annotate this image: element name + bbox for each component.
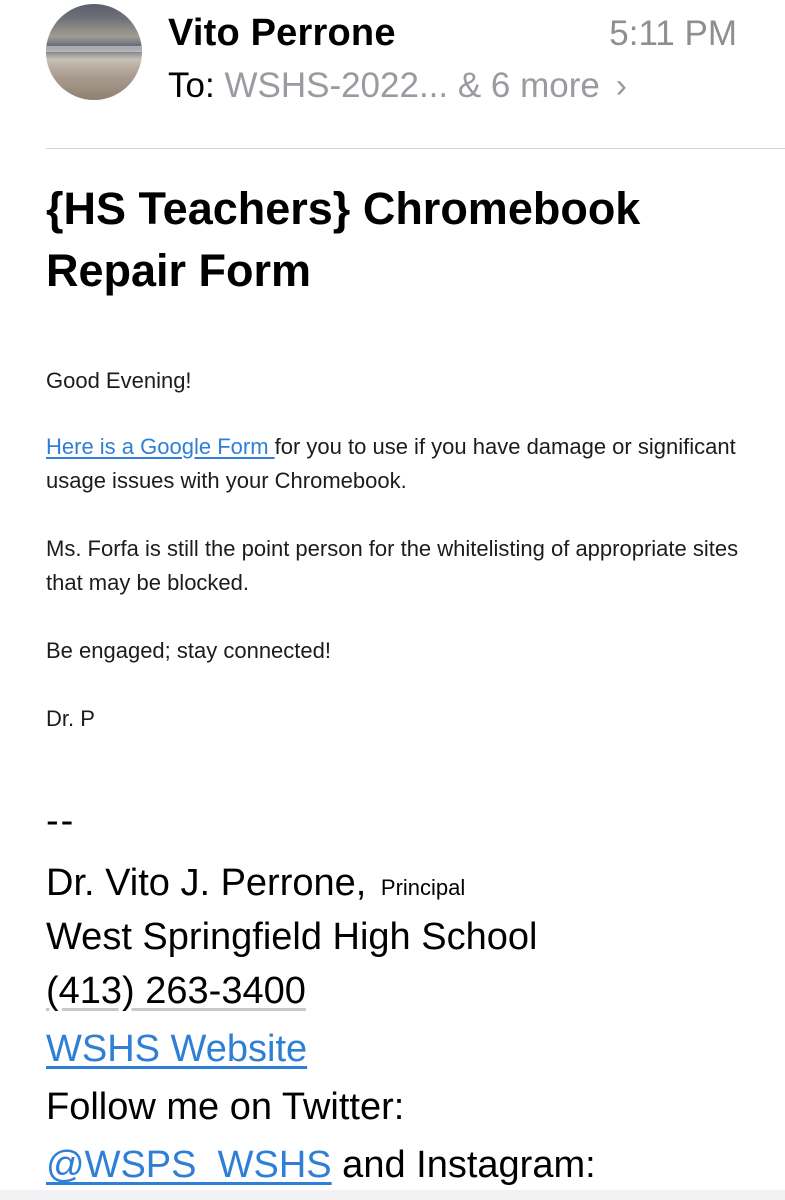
body-paragraph-form [46,430,766,498]
signature-social-line [46,1140,596,1190]
bottom-edge [0,1190,785,1200]
recipients-summary[interactable]: WSHS-2022... & 6 more [224,66,600,105]
to-label: To: [168,66,215,105]
body-paragraph-engaged: Be engaged; stay connected! [46,638,331,663]
email-header [0,0,785,148]
signature-phone[interactable]: (413) 263-3400 [46,970,306,1012]
google-form-link[interactable]: Here is a Google Form [46,434,275,459]
body-paragraph-whitelist: Ms. Forfa is still the point person for the whitelisting of appropriate sites that may be blocked. [46,536,739,595]
signature-separator: -- [46,800,76,842]
signature-phone-line [46,966,306,1016]
body-paragraph-form-text: for you to use if you have damage or significant usage issues with your Chromebook. [46,434,736,493]
timestamp: 5:11 PM [609,14,737,53]
greeting: Good Evening! [46,368,192,393]
signature-website-line [46,1024,307,1074]
body-signoff: Dr. P [46,706,95,731]
signature-follow-text: Follow me on Twitter: [46,1086,405,1128]
twitter-handle-link[interactable]: @WSPS_WSHS [46,1144,332,1186]
sender-name[interactable]: Vito Perrone [168,12,396,54]
signature-name-line [46,858,465,913]
signature-name: Dr. Vito J. Perrone, [46,862,367,904]
chevron-right-icon[interactable]: › [615,67,627,105]
wshs-website-link[interactable]: WSHS Website [46,1028,308,1070]
signature-title: Principal [380,875,466,900]
signature-school: West Springfield High School [46,916,538,958]
avatar[interactable] [46,4,142,100]
email-subject: {HS Teachers} Chromebook Repair Form [46,183,641,296]
instagram-text: and Instagram: [331,1144,596,1186]
recipients-row[interactable] [168,66,627,106]
header-divider [46,148,785,149]
